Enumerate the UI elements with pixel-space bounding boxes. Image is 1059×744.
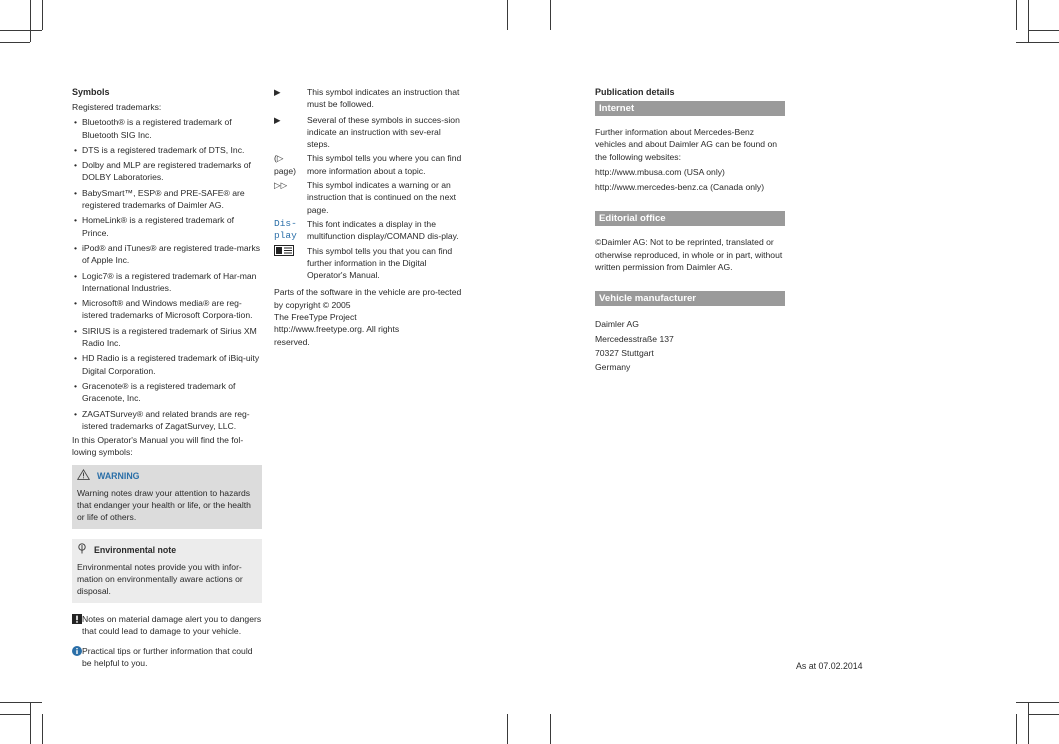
material-damage-text: Notes on material damage alert you to dangers that could lead to damage to your vehicle. [82,613,262,636]
symbol-description: This symbol tells you where you can find more information about a topic. [307,153,462,176]
crop-mark [42,0,43,30]
address-line: 70327 Stuttgart [595,347,654,358]
crop-mark [1028,714,1059,715]
as-at-date: As at 07.02.2014 [796,661,863,671]
crop-mark [0,714,30,715]
address-line: Daimler AG [595,319,639,330]
crop-mark [1016,42,1059,43]
software-copyright-text: Parts of the software in the vehicle are pro-tected by copyright © 2005 [274,287,462,310]
trademark-item: • HD Radio is a registered trademark of iBiq-uity Digital Corporation. [72,352,262,377]
editorial-text: ©Daimler AG: Not to be reprinted, translated or otherwise reproduced, in whole or in part, without written permission from Daimler AG. [595,237,783,273]
leaf-icon [77,543,87,558]
crop-mark [42,714,43,744]
exclamation-icon [72,614,82,627]
trademark-list [72,116,262,432]
info-icon [72,646,82,659]
symbols-column [72,86,262,670]
trademarks-intro: Registered trademarks: [72,102,162,112]
crop-mark [0,30,42,31]
warning-triangle-icon [77,469,90,484]
trademark-item: • Logic7® is a registered trademark of Har-man International Industries. [72,270,262,295]
internet-section-header: Internet [595,101,785,116]
crop-mark [550,0,551,30]
environmental-note-header [77,543,257,558]
symbol-row [274,152,464,177]
vehicle-manufacturer-header: Vehicle manufacturer [595,291,785,306]
address-line: Mercedesstraße 137 [595,333,674,344]
symbol-row [274,218,464,243]
trademark-item: • DTS is a registered trademark of DTS, Inc. [72,144,262,156]
symbol-row [274,86,464,111]
crop-mark [507,0,508,30]
crop-mark [1028,0,1029,42]
crop-mark [30,0,31,42]
crop-mark [550,714,551,744]
environmental-note-text: Environmental notes provide you with infor-mation on environmentally aware actions or disposal. [77,561,243,597]
freetype-name: The FreeType Project [274,312,357,323]
publication-details-heading: Publication details [595,87,675,97]
website-link[interactable]: http://www.mbusa.com (USA only) [595,166,725,177]
manufacturer-address [595,318,785,373]
crop-mark [0,702,42,703]
trademark-item: • Gracenote® is a registered trademark of Gracenote, Inc. [72,380,262,405]
environmental-note-title: Environmental note [94,544,177,555]
crop-mark [507,714,508,744]
trademark-item: • ZAGATSurvey® and related brands are reg-istered trademarks of ZagatSurvey, LLC. [72,408,262,433]
material-damage-note [72,613,262,638]
practical-tips-text: Practical tips or further information that could be helpful to you. [82,646,253,669]
internet-text: Further information about Mercedes-Benz vehicles and about Daimler AG can be found on the following websites: [595,127,778,162]
crop-mark [1016,0,1017,30]
trademark-item: • Microsoft® and Windows media® are reg-istered trademarks of Microsoft Corpora-tion. [72,297,262,322]
symbol-legend-column [274,86,464,348]
crop-mark [1016,702,1059,703]
display-font-sample: Dis-play [274,217,297,242]
environmental-note-box [72,539,262,603]
crop-mark [1016,714,1017,744]
practical-tips-note [72,645,262,670]
address-line: Germany [595,362,631,373]
symbol-description: This font indicates a display in the multifunction display/COMAND dis-play. [307,218,459,242]
trademark-item: • iPod® and iTunes® are registered trade-marks of Apple Inc. [72,242,262,267]
crop-mark [1028,30,1059,31]
symbol-description: This symbol indicates a warning or an instruction that is continued on the next page. [307,180,457,215]
publication-details-column [595,86,785,376]
crop-mark [0,42,30,43]
symbol-description: This symbol indicates an instruction that must be followed. [307,87,460,110]
warning-box [72,465,262,529]
symbols-intro: In this Operator's Manual you will find the fol-lowing symbols: [72,435,244,458]
trademark-item: • Dolby and MLP are registered trademarks of DOLBY Laboratories. [72,159,262,184]
instruction-arrow-icon: ▶ [274,87,281,97]
warning-title: WARNING [97,470,140,481]
symbol-row [274,114,464,151]
warning-text: Warning notes draw your attention to hazards that endanger your health or life, or the health or life of others. [77,487,251,523]
freetype-url: http://www.freetype.org. All rights reserved. [274,324,400,347]
page-reference-icon: (▷ page) [274,153,296,176]
trademark-item: • SIRIUS is a registered trademark of Sirius XM Radio Inc. [72,325,262,350]
symbol-description: Several of these symbols in succes-sion indicate an instruction with sev-eral steps. [307,114,460,150]
warning-header [77,469,257,484]
trademark-item: • BabySmart™, ESP® and PRE-SAFE® are registered trademarks of Daimler AG. [72,187,262,212]
continued-icon: ▷▷ [274,180,288,191]
symbol-row [274,245,464,282]
trademark-item: • Bluetooth® is a registered trademark of Bluetooth SIG Inc. [72,116,262,141]
trademark-item: • HomeLink® is a registered trademark of Prince. [72,214,262,239]
crop-mark [1028,702,1029,744]
digital-manual-icon [274,245,307,282]
symbols-heading: Symbols [72,87,110,97]
website-link[interactable]: http://www.mercedes-benz.ca (Canada only) [595,182,765,193]
instruction-arrow-icon: ▶ [274,114,281,125]
crop-mark [30,702,31,744]
editorial-office-header: Editorial office [595,211,785,226]
symbol-description: This symbol tells you that you can find further information in the Digital Operator's Manual. [307,245,453,281]
symbol-row [274,179,464,216]
